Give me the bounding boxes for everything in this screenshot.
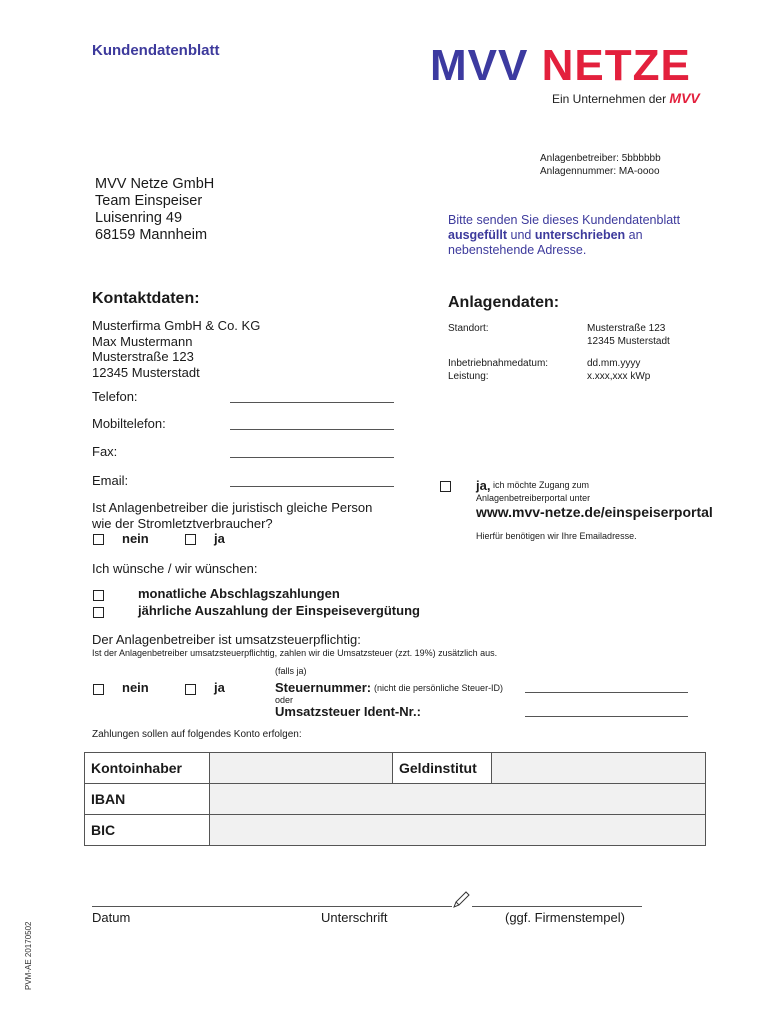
address-line: 68159 Mannheim xyxy=(95,227,208,243)
checkbox-icon xyxy=(93,684,104,695)
portal-text-2: Anlagenbetreiberportal unter xyxy=(476,493,591,503)
monthly-checkbox[interactable] xyxy=(93,587,104,605)
mvv-netze-logo xyxy=(430,41,730,124)
logo-word-mvv: MVV xyxy=(430,41,529,90)
logo-tagline-mark: MVV xyxy=(669,90,700,106)
vat-if-yes: (falls ja) xyxy=(275,666,307,676)
instruction-bold-signed: unterschrieben xyxy=(534,228,626,242)
stamp-label: (ggf. Firmenstempel) xyxy=(505,910,625,925)
plant-heading: Anlagendaten: xyxy=(448,294,560,311)
address-line: Luisenring 49 xyxy=(95,210,183,226)
portal-hint: Hierfür benötigen wir Ihre Emailadresse. xyxy=(476,531,637,541)
logo-tagline xyxy=(552,90,700,106)
vat-nein-label: nein xyxy=(122,680,149,695)
iban-label: IBAN xyxy=(85,784,210,815)
tax-number-hint: (nicht die persönliche Steuer-ID) xyxy=(374,683,504,693)
location-city: 12345 Musterstadt xyxy=(587,336,670,347)
bank-name-label: Geldinstitut xyxy=(393,753,492,784)
instruction-an: an xyxy=(625,228,643,242)
phone-label: Telefon: xyxy=(92,389,138,404)
contact-address xyxy=(92,318,260,380)
legal-ja-checkbox[interactable] xyxy=(185,531,196,549)
address-line: Team Einspeiser xyxy=(95,193,203,209)
vat-or: oder xyxy=(275,695,294,705)
yearly-label: jährliche Auszahlung der Einspeisevergütung xyxy=(138,603,420,618)
account-holder-field[interactable] xyxy=(210,753,393,784)
checkbox-icon xyxy=(93,534,104,545)
vat-nein-checkbox[interactable] xyxy=(93,681,104,699)
instruction-line-3: nebenstehende Adresse. xyxy=(448,243,587,257)
legal-question-line-1: Ist Anlagenbetreiber die juristisch gleiche Person xyxy=(92,500,373,515)
mobile-field[interactable] xyxy=(230,429,394,430)
vat-info: Ist der Anlagenbetreiber umsatzsteuerpflichtig, zahlen wir die Umsatzsteuer (zzt. 19%) zusätzlich aus. xyxy=(92,648,498,658)
legal-person-question xyxy=(92,500,372,531)
legal-ja-label: ja xyxy=(214,531,225,546)
portal-text-1: ich möchte Zugang zum xyxy=(493,480,590,490)
instruction-and: und xyxy=(507,228,535,242)
address-line: MVV Netze GmbH xyxy=(95,176,215,192)
contact-line: Musterfirma GmbH & Co. KG xyxy=(92,318,261,333)
bank-account-table xyxy=(84,752,706,846)
logo-tagline-text: Ein Unternehmen der xyxy=(552,92,667,106)
location-street: Musterstraße 123 xyxy=(587,323,666,334)
email-label: Email: xyxy=(92,473,129,488)
commissioning-label xyxy=(448,357,548,383)
vat-ja-checkbox[interactable] xyxy=(185,681,196,699)
anlagennummer: Anlagennummer: MA-oooo xyxy=(540,166,660,177)
tax-number-label: Steuernummer: xyxy=(275,680,372,695)
location-label: Standort: xyxy=(448,323,489,334)
checkbox-icon xyxy=(185,684,196,695)
iban-field[interactable] xyxy=(210,784,706,815)
monthly-label: monatliche Abschlagszahlungen xyxy=(138,586,340,601)
commissioning-values xyxy=(587,357,650,383)
email-field[interactable] xyxy=(230,486,394,487)
instruction-line-2 xyxy=(448,228,680,243)
fax-field[interactable] xyxy=(230,457,394,458)
checkbox-icon xyxy=(185,534,196,545)
checkbox-icon xyxy=(440,481,451,492)
yearly-checkbox[interactable] xyxy=(93,604,104,622)
vat-question: Der Anlagenbetreiber ist umsatzsteuerpflichtig: xyxy=(92,632,361,647)
contact-line: Max Mustermann xyxy=(92,333,193,349)
recipient-address xyxy=(95,176,214,244)
fax-label: Fax: xyxy=(92,444,118,459)
checkbox-icon xyxy=(93,607,104,618)
tax-number-field[interactable] xyxy=(525,692,688,693)
power-value: x.xxx,xxx kWp xyxy=(587,371,651,382)
legal-question-line-2: wie der Stromletztverbraucher? xyxy=(92,515,273,531)
contact-line: Musterstraße 123 xyxy=(92,349,194,364)
instruction-bold-filled: ausgefüllt xyxy=(448,228,508,242)
location-value xyxy=(587,322,670,348)
commissioning-date-value: dd.mm.yyyy xyxy=(587,358,641,369)
send-instruction xyxy=(448,213,680,258)
bic-label: BIC xyxy=(85,815,210,846)
portal-url[interactable]: www.mvv-netze.de/einspeiserportal xyxy=(476,504,713,520)
mobile-label: Mobiltelefon: xyxy=(92,416,166,431)
document-title: Kundendatenblatt xyxy=(92,42,220,59)
plant-meta xyxy=(540,152,661,178)
legal-nein-label: nein xyxy=(122,531,149,546)
contact-heading: Kontaktdaten: xyxy=(92,290,200,307)
checkbox-icon xyxy=(93,590,104,601)
anlagenbetreiber-id: Anlagenbetreiber: 5bbbbbb xyxy=(540,153,661,164)
date-signature-line[interactable] xyxy=(92,906,452,907)
logo-word-netze: NETZE xyxy=(541,41,691,90)
portal-ja-label: ja, xyxy=(476,478,491,493)
power-label: Leistung: xyxy=(448,371,489,382)
stamp-line[interactable] xyxy=(472,906,642,907)
vat-ja-label: ja xyxy=(214,680,225,695)
bank-name-field[interactable] xyxy=(492,753,706,784)
instruction-line-1: Bitte senden Sie dieses Kundendatenblatt xyxy=(448,213,681,227)
vat-id-label: Umsatzsteuer Ident-Nr.: xyxy=(275,704,421,719)
payment-wish-label: Ich wünsche / wir wünschen: xyxy=(92,561,258,576)
vat-id-field[interactable] xyxy=(525,716,688,717)
legal-nein-checkbox[interactable] xyxy=(93,531,104,549)
contact-line: 12345 Musterstadt xyxy=(92,364,200,380)
date-label: Datum xyxy=(92,910,131,925)
bic-field[interactable] xyxy=(210,815,706,846)
pen-icon xyxy=(451,890,471,910)
account-holder-label: Kontoinhaber xyxy=(85,753,210,784)
commissioning-date-label: Inbetriebnahmedatum: xyxy=(448,358,549,369)
signature-label: Unterschrift xyxy=(321,910,388,925)
form-code: PVM-AE 20170502 xyxy=(24,921,33,990)
account-intro: Zahlungen sollen auf folgendes Konto erfolgen: xyxy=(92,729,302,740)
phone-field[interactable] xyxy=(230,402,394,403)
portal-checkbox[interactable] xyxy=(440,478,451,496)
